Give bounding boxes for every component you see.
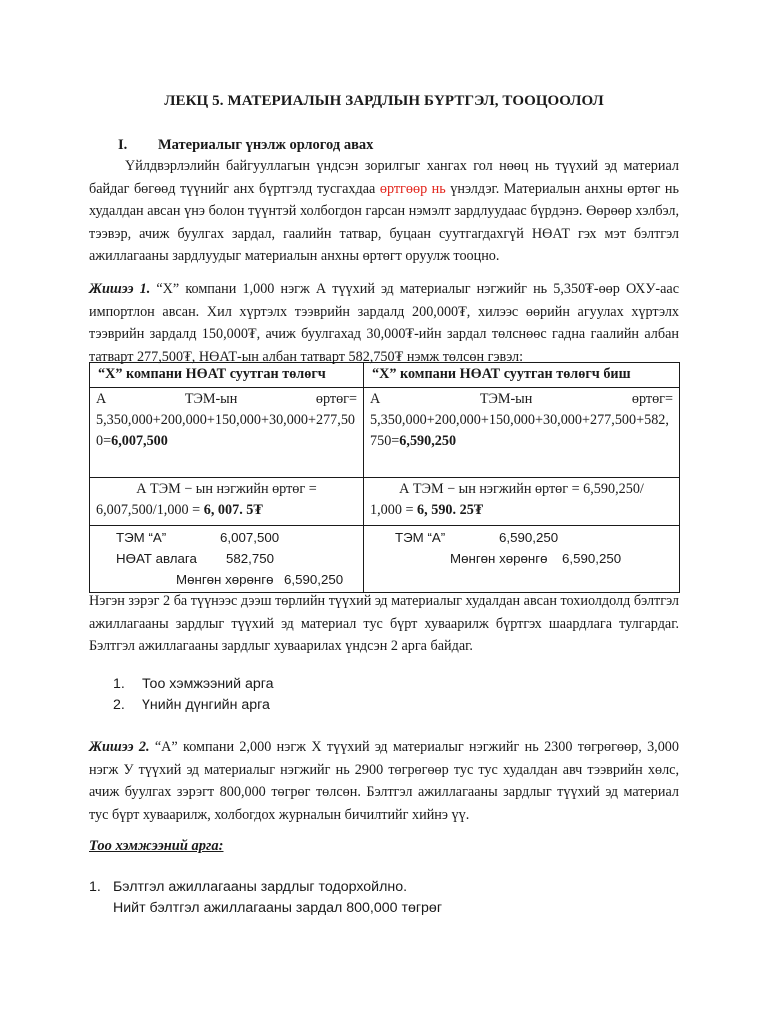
cost-comparison-table — [89, 362, 680, 593]
journal-account: ТЭМ “А” — [116, 530, 167, 545]
journal-amount: 6,590,250 — [499, 530, 559, 545]
method-list — [113, 674, 274, 716]
journal-account: ТЭМ “А” — [395, 530, 446, 545]
list-number: 1. — [113, 676, 125, 692]
journal-account: НӨАТ авлага — [116, 551, 197, 566]
list-item — [89, 877, 442, 898]
example-2-label: Жишээ 2. — [89, 739, 150, 755]
journal-account: Мөнгөн хөрөнгө — [176, 572, 274, 587]
example-1-paragraph — [89, 278, 679, 368]
table-row — [90, 388, 680, 478]
section-heading-text: Материалыг үнэлж орлогод авах — [158, 137, 374, 153]
step-list — [89, 877, 442, 919]
word: А — [370, 391, 381, 407]
example-2-paragraph — [89, 736, 679, 826]
intro-text-start: Үйлдвэрлэлийн байгууллагын үндсэн зорилгыг хангах гол нөөц нь түүхий эд материал байдаг бөгөөд түүнийг анх бүртгэлд тусгахдаа — [89, 158, 679, 197]
table-header-row — [90, 363, 680, 388]
intro-text-end: үнэлдэг. Материалын анхны өртөг нь худалдан авсан үнэ болон түүнтэй холбогдон гарсан нэмэлт зардлуудаас бүрдэнэ. Өөрөөр хэлбэл, тээвэр, ачиж буулгах зардал, гаалийн татвар, буцаан суутгагдахгүй НӨАТ гэх мэт бэлтгэл ажиллагааны зардлуудыг материалын анхны өртөгт оруулж тооцно. — [89, 180, 679, 264]
unit-cost-line: 1,000 = — [370, 502, 418, 518]
cost-formula: 5,350,000+200,000+150,000+30,000+277,500+582,750= — [370, 412, 669, 449]
quantity-method-heading: Тоо хэмжээний арга: — [89, 838, 224, 854]
table-row — [90, 478, 680, 526]
word: ТЭМ-ын — [184, 391, 238, 407]
list-number: 2. — [113, 697, 125, 713]
list-label: Үнийн дүнгийн арга — [142, 697, 270, 713]
unit-cost-result: 6, 007. 5₮ — [203, 502, 263, 518]
step-text: Нийт бэлтгэл ажиллагааны зардал 800,000 төгрөг — [113, 900, 442, 916]
unit-cost-cell-left — [90, 478, 364, 526]
list-number: 1. — [89, 879, 101, 895]
intro-paragraph — [89, 155, 679, 268]
word: өртөг= — [315, 391, 357, 407]
word: ТЭМ-ын — [479, 391, 533, 407]
journal-entry-left — [90, 526, 364, 593]
example-2-text: “А” компани 2,000 нэгж Х түүхий эд материалыг нэгжийг нь 2300 төгрөгөөр, 3,000 нэгж У түүхий эд материалыг нэгжийг нь 2900 төгрөгөөр тус тус худалдан авч тээврийн хөлс, ачиж буулгах зэрэгт 800,000 төгрөг төлсөн. Бэлтгэл ажиллагааны зардлыг түүхий эд материал тус бүрт хуваарилж, холбогдох журналын бичилтийг хийнэ үү. — [89, 739, 679, 823]
journal-account: Мөнгөн хөрөнгө — [450, 551, 548, 566]
unit-cost-line: А ТЭМ − ын нэгжийн өртөг = 6,590,250/ — [399, 481, 644, 497]
journal-amount: 6,590,250 — [284, 572, 344, 587]
step-text: Бэлтгэл ажиллагааны зардлыг тодорхойлно. — [113, 879, 408, 895]
section-number: I. — [118, 137, 128, 153]
word: А — [96, 391, 107, 407]
journal-amount: 6,007,500 — [220, 530, 280, 545]
table-header-vat-payer: “Х” компани НӨАТ суутган төлөгч — [90, 363, 364, 388]
example-1-text: “Х” компани 1,000 нэгж А түүхий эд материалыг нэгжийг нь 5,350₮-өөр ОХУ-аас импортлон авсан. Хил хүртэлх тээврийн зардалд 200,000₮, хилээс өөрийн агуулах хүртэлх тээврийн зардалд 150,000₮, ачиж буулгахад 30,000₮-ийн зардал төлснөөс гадна гаалийн албан татварт 277,500₮, НӨАТ-ын албан татварт 582,750₮ нэмж төлсөн гэвэл: — [89, 281, 680, 365]
example-1-label: Жишээ 1. — [89, 281, 151, 297]
word: өртөг= — [631, 391, 673, 407]
unit-cost-result: 6, 590. 25₮ — [417, 502, 484, 518]
journal-amount: 582,750 — [226, 551, 275, 566]
cost-total: 6,007,500 — [111, 433, 168, 449]
intro-highlight: өртгөөр нь — [379, 180, 446, 197]
list-item — [89, 898, 442, 919]
page-title: ЛЕКЦ 5. МАТЕРИАЛЫН ЗАРДЛЫН БҮРТГЭЛ, ТООЦООЛОЛ — [164, 93, 604, 109]
unit-cost-line: 6,007,500/1,000 = — [96, 502, 204, 518]
unit-cost-cell-right — [364, 478, 680, 526]
journal-entry-right — [364, 526, 680, 593]
section-heading — [118, 137, 373, 154]
list-item — [113, 674, 274, 695]
table-header-non-vat-payer: “Х” компани НӨАТ суутган төлөгч биш — [364, 363, 680, 388]
table-row — [90, 526, 680, 593]
journal-amount: 6,590,250 — [562, 551, 622, 566]
cost-cell-left — [90, 388, 364, 478]
list-item — [113, 695, 274, 716]
cost-cell-right — [364, 388, 680, 478]
cost-total: 6,590,250 — [399, 433, 457, 449]
list-label: Тоо хэмжээний арга — [142, 676, 274, 692]
cost-formula: 5,350,000+200,000+150,000+30,000+277,500= — [96, 412, 356, 449]
allocation-paragraph: Нэгэн зэрэг 2 ба түүнээс дээш төрлийн түүхий эд материалыг худалдан авсан тохиолдолд бэлтгэл ажиллагааны зардлыг түүхий эд материал тус бүрт хуваарилж бүртгэх шаардлага тулгардаг. Бэлтгэл ажиллагааны зардлыг хуваарилах үндсэн 2 арга байдаг. — [89, 593, 679, 654]
unit-cost-line: А ТЭМ − ын нэгжийн өртөг = — [136, 481, 317, 497]
